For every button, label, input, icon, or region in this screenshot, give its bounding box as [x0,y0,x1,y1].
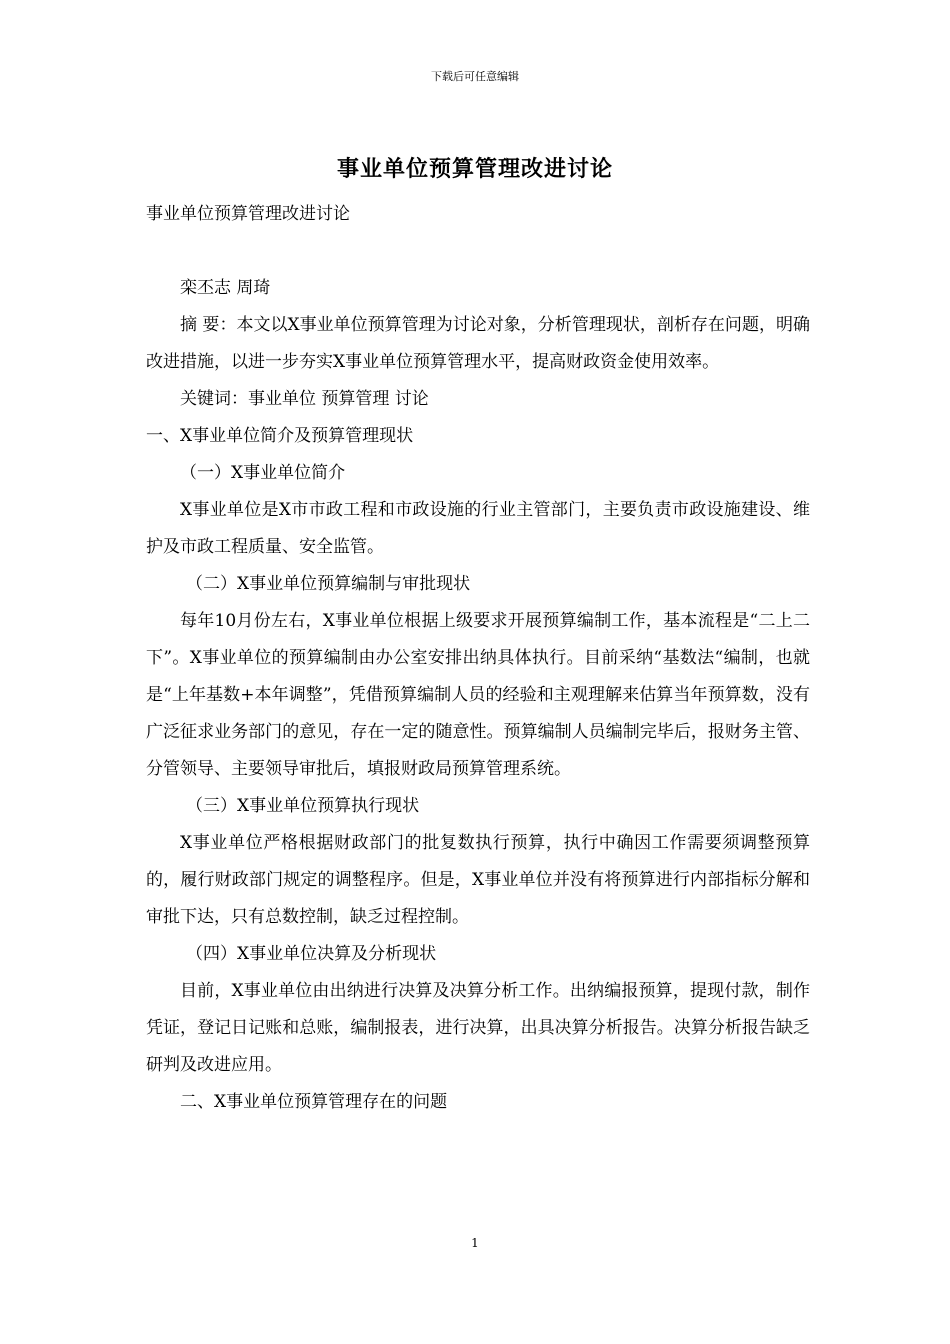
subsection-paragraph-4: 目前，X事业单位由出纳进行决算及决算分析工作。出纳编报预算，提现付款，制作凭证，登记日记账和总账，编制报表，进行决算，出具决算分析报告。决算分析报告缺乏研判及改进应用。 [146,981,810,1075]
section-heading-1: 一、X事业单位简介及预算管理现状 [146,426,414,446]
document-subtitle: 事业单位预算管理改进讨论 [146,204,350,224]
document-title: 事业单位预算管理改进讨论 [336,156,613,182]
authors-line: 栾丕志 周琦 [180,278,271,298]
blank-line [146,233,810,270]
keywords-line: 关键词：事业单位 预算管理 讨论 [180,389,429,409]
subsection-heading-4: （四）X事业单位决算及分析现状 [186,944,437,964]
subsection-heading-3: （三）X事业单位预算执行现状 [186,796,420,816]
subsection-paragraph-1: X事业单位是X市市政工程和市政设施的行业主管部门，主要负责市政设施建设、维护及市政工程质量、安全监管。 [146,500,810,557]
subsection-paragraph-3: X事业单位严格根据财政部门的批复数执行预算，执行中确因工作需要须调整预算的，履行财政部门规定的调整程序。但是，X事业单位并没有将预算进行内部指标分解和审批下达，只有总数控制，缺乏过程控制。 [146,833,810,927]
subsection-heading-2: （二）X事业单位预算编制与审批现状 [186,574,471,594]
subsection-heading-1: （一）X事业单位简介 [180,463,346,483]
abstract-paragraph: 摘 要：本文以X事业单位预算管理为讨论对象，分析管理现状，剖析存在问题，明确改进措施，以进一步夯实X事业单位预算管理水平，提高财政资金使用效率。 [146,315,810,372]
page-header-note: 下载后可任意编辑 [431,70,519,83]
subsection-paragraph-2: 每年10月份左右，X事业单位根据上级要求开展预算编制工作，基本流程是“二上二下”。X事业单位的预算编制由办公室安排出纳具体执行。目前采纳“基数法“编制，也就是“上年基数+本年调整”，凭借预算编制人员的经验和主观理解来估算当年预算数，没有广泛征求业务部门的意见，存在一定的随意性。预算编制人员编制完毕后，报财务主管、分管领导、主要领导审批后，填报财政局预算管理系统。 [146,611,810,779]
page-number: 1 [471,1236,479,1250]
section-heading-2: 二、X事业单位预算管理存在的问题 [180,1092,448,1112]
document-body [146,196,810,1121]
